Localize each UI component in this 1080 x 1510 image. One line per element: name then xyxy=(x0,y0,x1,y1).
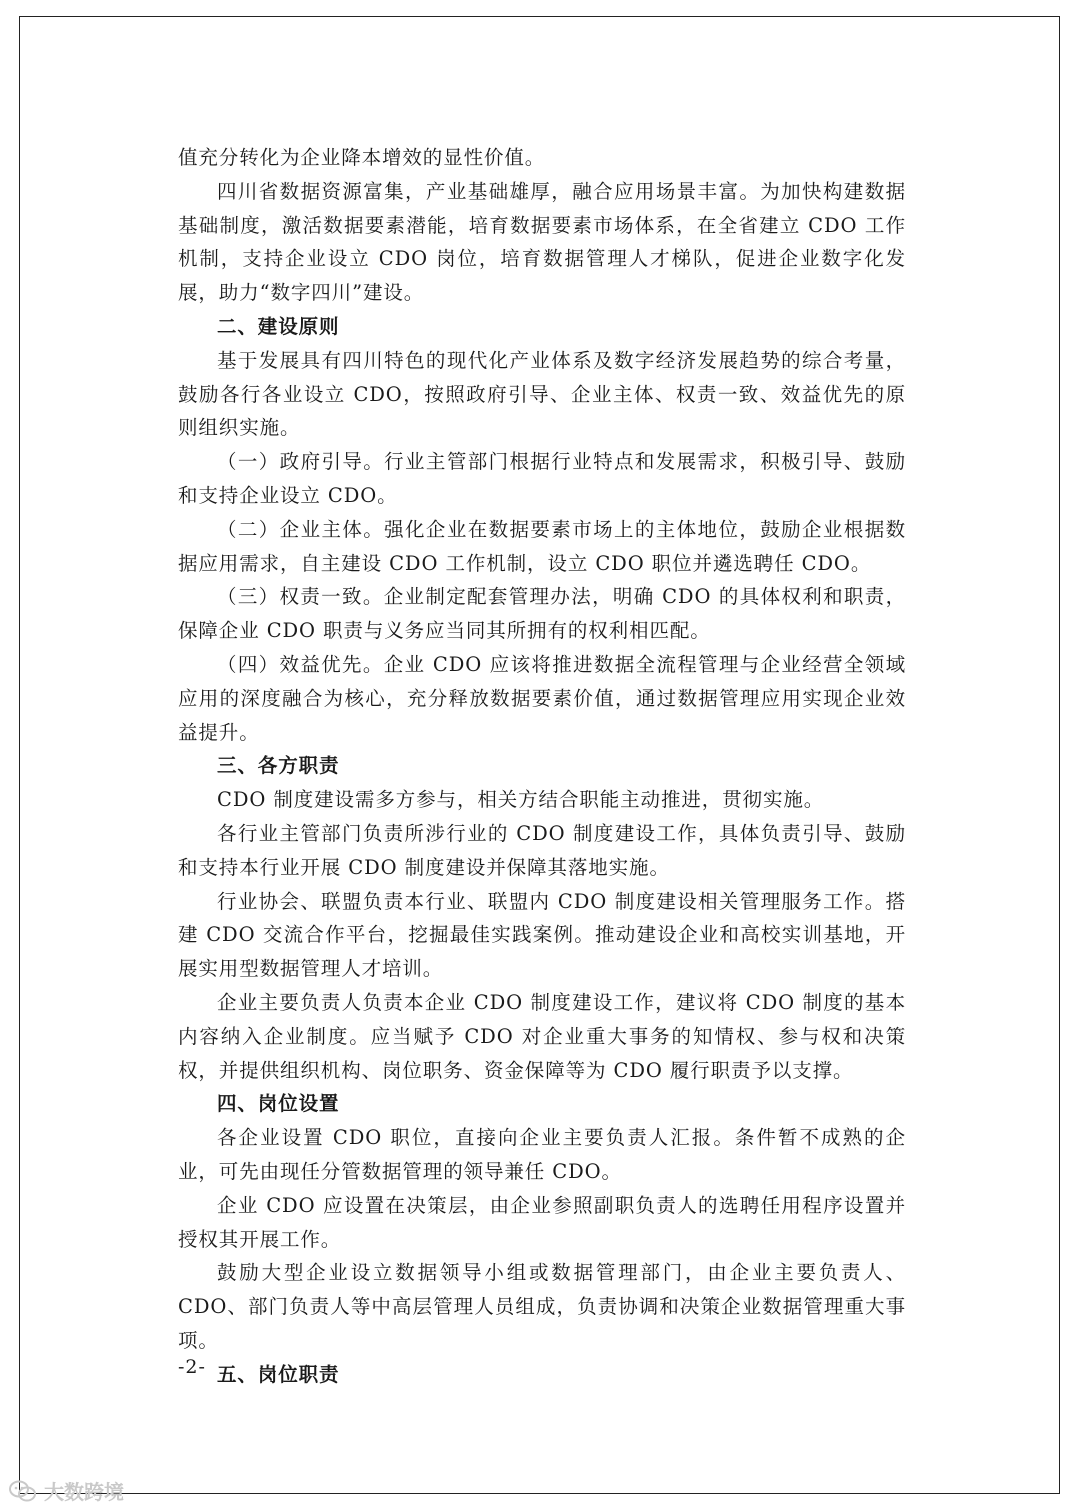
body-paragraph: （一）政府引导。行业主管部门根据行业特点和发展需求，积极引导、鼓励和支持企业设立 CDO。 xyxy=(178,450,906,507)
section-heading: 二、建设原则 xyxy=(217,314,340,338)
body-paragraph: 企业 CDO 应设置在决策层，由企业参照副职负责人的选聘任用程序设置并授权其开展工作。 xyxy=(178,1193,906,1251)
body-paragraph: 企业主要负责人负责本企业 CDO 制度建设工作，建议将 CDO 制度的基本内容纳入企业制度。应当赋予 CDO 对企业重大事务的知情权、参与权和决策权，并提供组织机构、岗位职务、资金保障等为 CDO 履行职责予以支撑。 xyxy=(178,990,906,1082)
wechat-logo-icon xyxy=(8,1479,38,1503)
section-heading: 四、岗位设置 xyxy=(217,1092,340,1116)
body-paragraph: 行业协会、联盟负责本行业、联盟内 CDO 制度建设相关管理服务工作。搭建 CDO 交流合作平台，挖掘最佳实践案例。推动建设企业和高校实训基地，开展实用型数据管理人才培训。 xyxy=(178,889,906,981)
body-paragraph: 各行业主管部门负责所涉行业的 CDO 制度建设工作，具体负责引导、鼓励和支持本行业开展 CDO 制度建设并保障其落地实施。 xyxy=(178,821,906,879)
body-paragraph: 鼓励大型企业设立数据领导小组或数据管理部门，由企业主要负责人、CDO、部门负责人等中高层管理人员组成，负责协调和决策企业数据管理重大事项。 xyxy=(178,1261,906,1352)
body-paragraph: （四）效益优先。企业 CDO 应该将推进数据全流程管理与企业经营全领域应用的深度融合为核心，充分释放数据要素价值，通过数据管理应用实现企业效益提升。 xyxy=(178,652,906,744)
document-body xyxy=(178,141,906,1391)
body-paragraph: （二）企业主体。强化企业在数据要素市场上的主体地位，鼓励企业根据数据应用需求，自主建设 CDO 工作机制，设立 CDO 职位并遴选聘任 CDO。 xyxy=(178,517,906,575)
body-paragraph: CDO 制度建设需多方参与，相关方结合职能主动推进，贯彻实施。 xyxy=(217,788,825,812)
watermark-text: 大数跨境 xyxy=(44,1480,124,1504)
body-paragraph: 各企业设置 CDO 职位，直接向企业主要负责人汇报。条件暂不成熟的企业，可先由现任分管数据管理的领导兼任 CDO。 xyxy=(178,1126,906,1183)
watermark xyxy=(8,1476,124,1505)
section-heading: 五、岗位职责 xyxy=(217,1362,340,1386)
section-heading: 三、各方职责 xyxy=(217,754,340,778)
page-number: -2- xyxy=(178,1356,206,1378)
body-paragraph: 值充分转化为企业降本增效的显性价值。 xyxy=(178,146,546,169)
body-paragraph: 四川省数据资源富集，产业基础雄厚，融合应用场景丰富。为加快构建数据基础制度，激活数据要素潜能，培育数据要素市场体系，在全省建立 CDO 工作机制，支持企业设立 CDO 岗位，培育数据管理人才梯队，促进企业数字化发展，助力“数字四川”建设。 xyxy=(178,179,906,305)
body-paragraph: （三）权责一致。企业制定配套管理办法，明确 CDO 的具体权利和职责，保障企业 CDO 职责与义务应当同其所拥有的权利相匹配。 xyxy=(178,585,906,643)
body-paragraph: 基于发展具有四川特色的现代化产业体系及数字经济发展趋势的综合考量，鼓励各行各业设立 CDO，按照政府引导、企业主体、权责一致、效益优先的原则组织实施。 xyxy=(178,348,906,440)
